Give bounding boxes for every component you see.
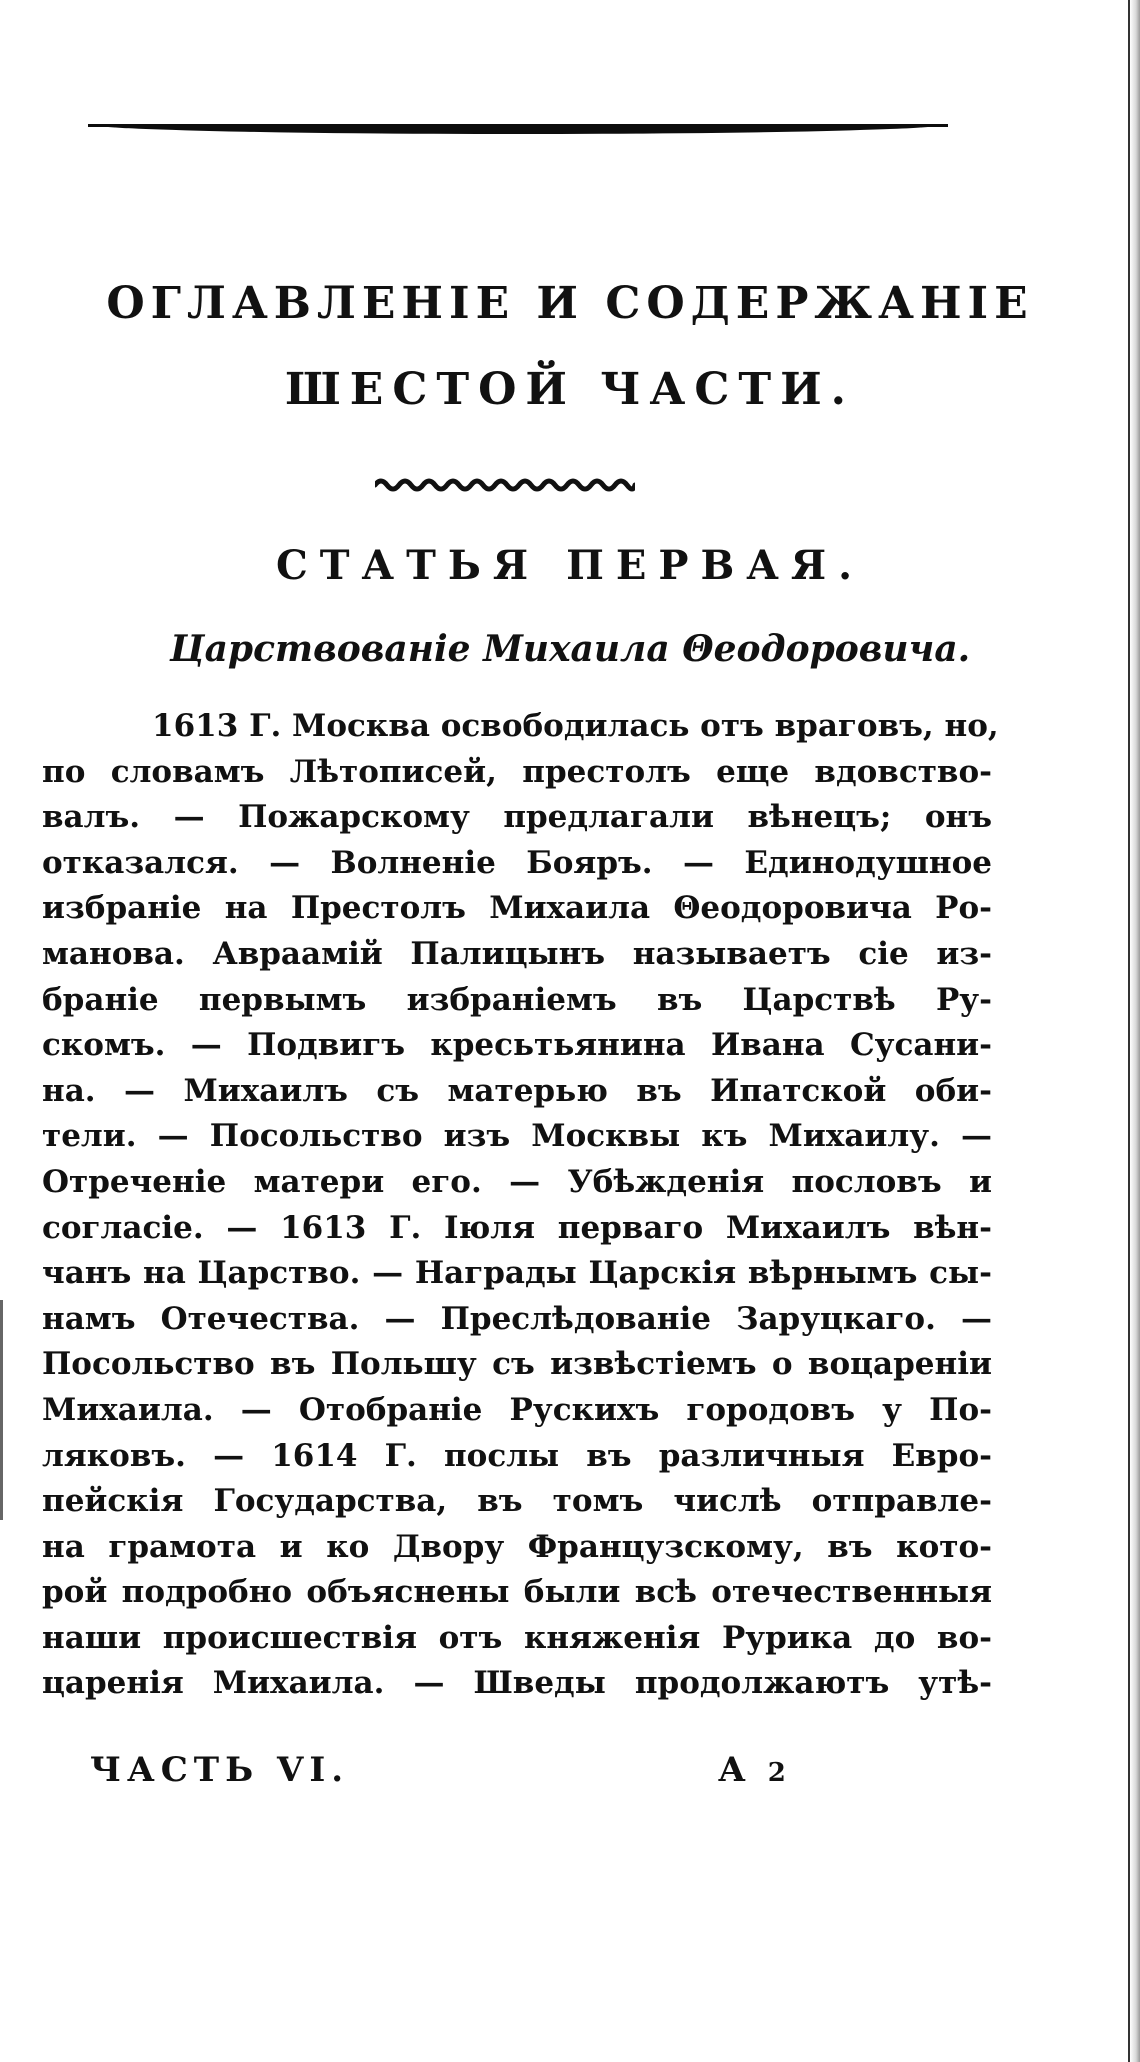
text-line: пейскія Государства, въ томъ числѣ отправле- [42, 1483, 992, 1520]
text-line: намъ Отечества. — Преслѣдованіе Заруцкаго. — [42, 1300, 992, 1337]
contents-paragraph [42, 704, 999, 1707]
text-line: скомъ. — Подвигъ кресьтьянина Ивана Сусани- [42, 1027, 992, 1064]
contents-subtitle-part: ШЕСТОЙ ЧАСТИ. [285, 364, 855, 415]
section-subtitle: Царствованіе Михаила Θеодоровича. [169, 628, 971, 670]
signature-mark [718, 1750, 790, 1790]
text-line: избраніе на Престолъ Михаила Θеодоровича Ро- [42, 890, 992, 927]
text-line: отказался. — Волненіе Бояръ. — Единодушное [42, 844, 992, 881]
text-line: по словамъ Лѣтописей, престолъ еще вдовство- [42, 753, 992, 790]
contents-title: ОГЛАВЛЕНІЕ И СОДЕРЖАНІЕ [106, 278, 1034, 329]
section-title: СТАТЬЯ ПЕРВАЯ. [275, 542, 865, 589]
text-line: браніе первымъ избраніемъ въ Царствѣ Ру- [42, 981, 992, 1018]
text-line: чанъ на Царство. — Награды Царскія вѣрнымъ сы- [42, 1255, 992, 1292]
binding-shadow [0, 1300, 3, 1520]
page-edge-line [1128, 0, 1130, 2062]
text-line: на. — Михаилъ съ матерью въ Ипатской оби- [42, 1072, 992, 1109]
signature-letter: А [718, 1750, 750, 1790]
text-line: согласіе. — 1613 Г. Іюля перваго Михаилъ вѣн- [42, 1209, 992, 1246]
text-line: рой подробно объяснены были всѣ отечественныя [42, 1574, 992, 1611]
page-footer [90, 1750, 990, 1800]
text-line: Михаила. — Отобраніе Рускихъ городовъ у По- [42, 1391, 992, 1428]
text-line: манова. Авраамій Палицынъ называетъ сіе из- [42, 935, 992, 972]
header-rule [88, 124, 948, 134]
wave-ornament [375, 474, 635, 496]
text-line: 1613 Г. Москва освободилась отъ враговъ, но, [152, 708, 999, 744]
signature-number: 2 [767, 1758, 790, 1788]
part-label: ЧАСТЬ VI. [90, 1750, 350, 1790]
text-line: Отреченіе матери его. — Убѣжденія пословъ и [42, 1163, 992, 1200]
text-line: Посольство въ Польшу съ извѣстіемъ о воцареніи [42, 1346, 992, 1383]
text-line: царенія Михаила. — Шведы продолжаютъ утѣ- [42, 1665, 992, 1702]
text-line: на грамота и ко Двору Французскому, въ кото- [42, 1528, 992, 1565]
text-line: валъ. — Пожарскому предлагали вѣнецъ; онъ [42, 799, 992, 836]
text-line: наши происшествія отъ княженія Рурика до во- [42, 1619, 992, 1656]
page-edge-shadow [1130, 0, 1140, 2062]
text-line: ляковъ. — 1614 Г. послы въ различныя Евро- [42, 1437, 992, 1474]
text-line: тели. — Посольство изъ Москвы къ Михаилу. — [42, 1118, 992, 1155]
